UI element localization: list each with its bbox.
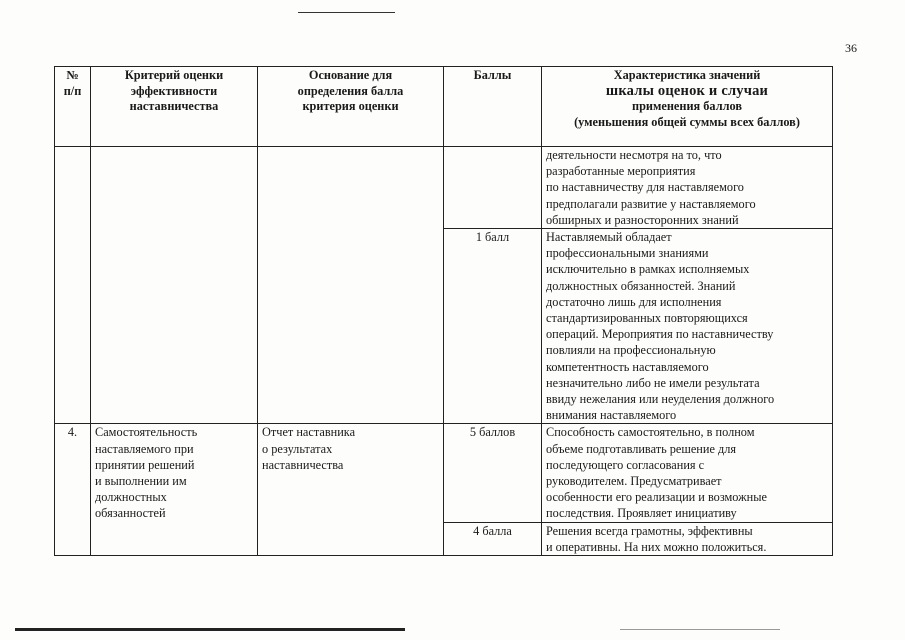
table-row xyxy=(55,147,833,229)
header-num: № п/п xyxy=(55,67,91,147)
row-points-cell: 5 баллов xyxy=(444,424,542,522)
header-characteristic xyxy=(542,67,833,147)
row-description-cell: Способность самостоятельно, в полном объеме подготавливать решение для последующего согласования с руководителем. Предусматривает особенности его реализации и возможные последствия. Проявляет инициативу xyxy=(542,424,833,522)
bottom-rule-faint xyxy=(620,629,780,630)
assessment-table xyxy=(54,66,833,556)
row-description-cell: Наставляемый обладает профессиональными знаниями исключительно в рамках исполняемых должностных обязанностей. Знаний достаточно лишь для исполнения стандартизированных повторяющихся операций. Мероприятия по наставничеству повлияли на профессиональную компетентность наставляемого незначительно либо не имели результата ввиду нежелания или неуделения должного внимания наставляемого xyxy=(542,229,833,424)
row-criterion-cell xyxy=(91,147,258,424)
row-points-cell: 4 балла xyxy=(444,522,542,555)
row-basis-cell xyxy=(258,147,444,424)
header-char-line2: шкалы оценок и случаи xyxy=(605,82,769,99)
row-basis-cell: Отчет наставника о результатах наставничества xyxy=(258,424,444,556)
header-char-line3: применения баллов (уменьшения общей суммы всех баллов) xyxy=(574,99,800,129)
row-description-cell: Решения всегда грамотны, эффективны и оперативны. На них можно положиться. xyxy=(542,522,833,555)
scan-artifact xyxy=(6,405,20,425)
page-number: 36 xyxy=(845,41,857,55)
row-criterion-cell: Самостоятельность наставляемого при принятии решений и выполнении им должностных обязанностей xyxy=(91,424,258,556)
row-points-cell xyxy=(444,147,542,229)
bottom-rule xyxy=(15,628,405,631)
header-criterion: Критерий оценки эффективности наставничества xyxy=(91,67,258,147)
row-points-cell: 1 балл xyxy=(444,229,542,424)
table-header-row xyxy=(55,67,833,147)
top-rule xyxy=(298,12,395,13)
row-description-cell: деятельности несмотря на то, что разработанные мероприятия по наставничеству для наставляемого предполагали развитие у наставляемого обширных и разносторонних знаний xyxy=(542,147,833,229)
header-basis: Основание для определения балла критерия оценки xyxy=(258,67,444,147)
row-num-cell xyxy=(55,147,91,424)
header-char-line1: Характеристика значений xyxy=(613,68,761,82)
header-points: Баллы xyxy=(444,67,542,147)
row-num-cell: 4. xyxy=(55,424,91,556)
table-row xyxy=(55,424,833,522)
